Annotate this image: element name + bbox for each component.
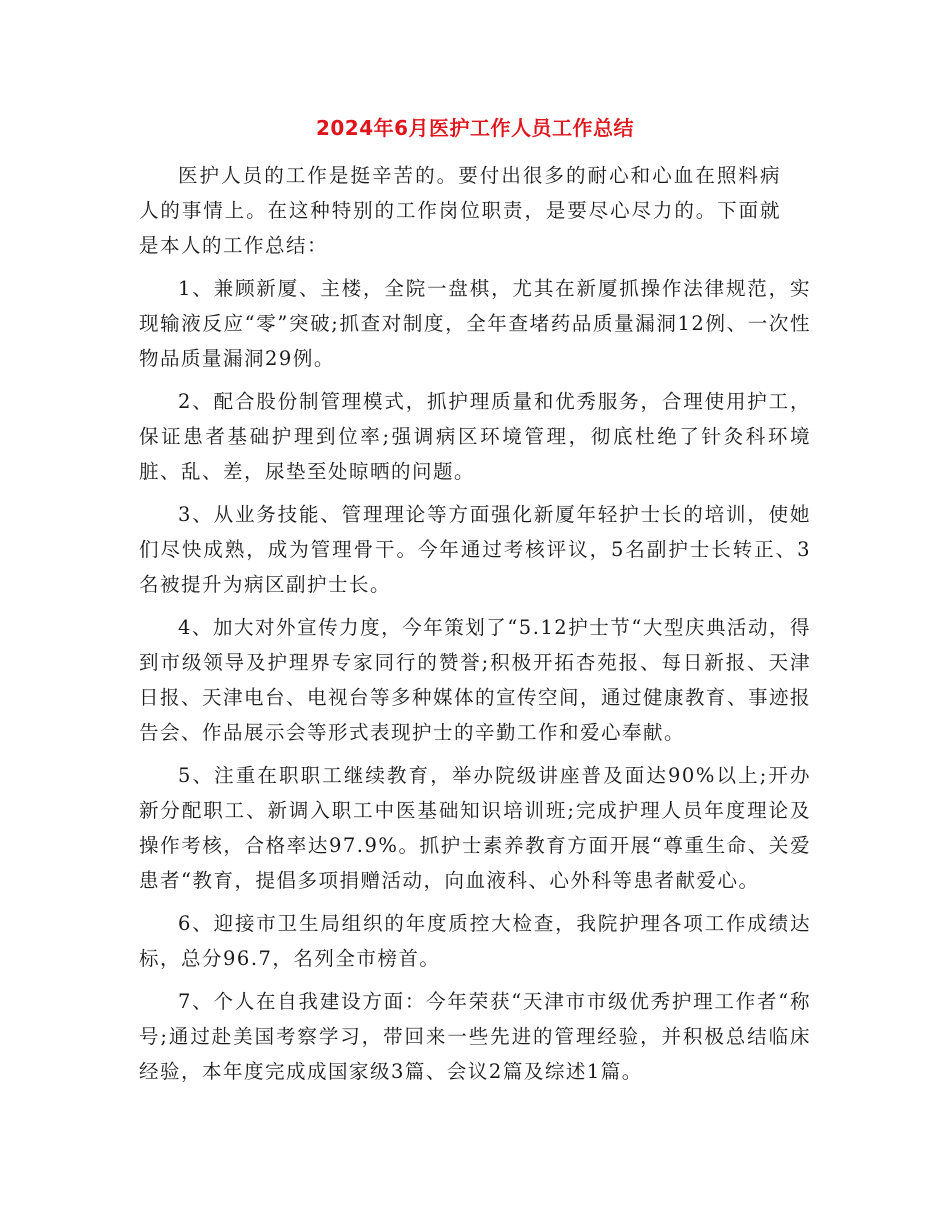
paragraph-item-4: 4、加大对外宣传力度，今年策划了“5.12护士节“大型庆典活动，得到市级领导及护理界专家同行的赞誉;积极开拓杏苑报、每日新报、天津日报、天津电台、电视台等多种媒体的宣传空间，通过健康教育、事迹报告会、作品展示会等形式表现护士的辛勤工作和爱心奉献。 [139,616,812,744]
paragraph-item-6: 6、迎接市卫生局组织的年度质控大检查，我院护理各项工作成绩达标，总分96.7，名列全市榜首。 [139,912,811,970]
paragraph-item-3: 3、从业务技能、管理理论等方面强化新厦年轻护士长的培训，使她们尽快成熟，成为管理骨干。今年通过考核评议，5名副护士长转正、3名被提升为病区副护士长。 [139,503,811,596]
intro-paragraph: 医护人员的工作是挺辛苦的。要付出很多的耐心和心血在照料病人的事情上。在这种特别的工作岗位职责，是要尽心尽力的。下面就是本人的工作总结： [139,164,781,257]
paragraph-item-1: 1、兼顾新厦、主楼，全院一盘棋，尤其在新厦抓操作法律规范，实现输液反应“零”突破;抓查对制度，全年查堵药品质量漏洞12例、一次性物品质量漏洞29例。 [139,277,811,370]
paragraph-item-7: 7、个人在自我建设方面：今年荣获“天津市市级优秀护理工作者“称号;通过赴美国考察学习，带回来一些先进的管理经验，并积极总结临床经验，本年度完成成国家级3篇、会议2篇及综述1篇。 [139,990,811,1083]
paragraph-item-5: 5、注重在职职工继续教育，举办院级讲座普及面达90%以上;开办新分配职工、新调入职工中医基础知识培训班;完成护理人员年度理论及操作考核，合格率达97.9%。抓护士素养教育方面开展“尊重生命、关爱患者“教育，提倡多项捐赠活动，向血液科、心外科等患者献爱心。 [139,764,811,892]
document-body [139,158,811,1089]
paragraph-item-2: 2、配合股份制管理模式，抓护理质量和优秀服务，合理使用护工，保证患者基础护理到位率;强调病区环境管理，彻底杜绝了针灸科环境脏、乱、差，尿垫至处晾晒的问题。 [139,390,811,483]
document-title: 2024年6月医护工作人员工作总结 [315,116,635,140]
